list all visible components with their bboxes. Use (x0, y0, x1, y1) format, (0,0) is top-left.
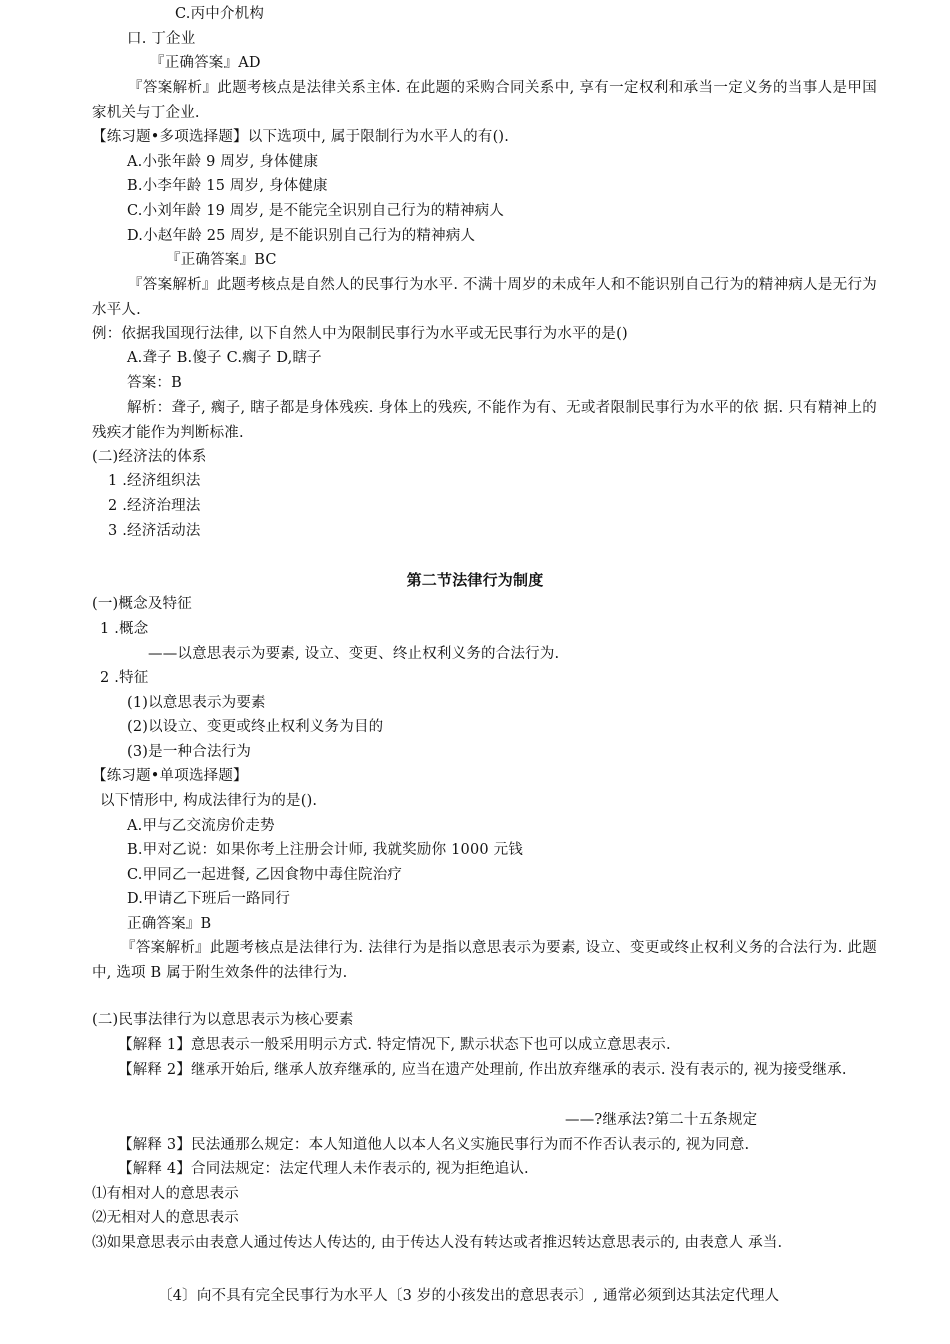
exercise-heading: 【练习题•多项选择题】以下选项中, 属于限制行为水平人的有(). (92, 129, 510, 145)
explanation-4: 【解释 4】合同法规定：法定代理人未作表示的, 视为拒绝追认. (118, 1161, 529, 1177)
option-c-line: C.丙中介机构 (175, 6, 265, 22)
list-item: (3)是一种合法行为 (127, 744, 252, 760)
option-a-line: A.小张年龄 9 周岁, 身体健康 (127, 154, 319, 170)
list-item-paragraph: ⑶如果意思表示由表意人通过传达人传达的, 由于传达人没有转达或者推迟转达意思表示的, 由表意人 承当. (92, 1235, 783, 1251)
citation-line: ——?继承法?第二十五条规定 (565, 1112, 758, 1128)
answer-explanation-paragraph: 『答案解析』此题考核点是法律关系主体. 在此题的采购合同关系中, 享有一定权利和承当一定义务的当事人是甲国家机关与丁企业. (92, 80, 877, 121)
list-item: 3 .经济活动法 (108, 523, 201, 539)
option-b-line: B.小李年龄 15 周岁, 身体健康 (127, 178, 328, 194)
list-item: 〔4〕向不具有完全民事行为水平人〔3 岁的小孩发出的意思表示〕, 通常必须到达其法定代理人 (158, 1288, 780, 1304)
exercise-question: 以下情形中, 构成法律行为的是(). (100, 793, 318, 809)
correct-answer-line: 正确答案』B (127, 916, 212, 932)
option-b-line: B.甲对乙说：如果你考上注册会计师, 我就奖励你 1000 元钱 (127, 842, 524, 858)
chapter-title: 第二节法律行为制度 (406, 571, 544, 589)
correct-answer-line: 『正确答案』AD (150, 55, 261, 71)
exercise-heading: 【练习题•单项选择题】 (92, 768, 248, 784)
answer-explanation-paragraph: 『答案解析』此题考核点是法律行为. 法律行为是指以意思表示为要素, 设立、变更或终止权利义务的合法行为. 此题中, 选项 B 属于附生效条件的法律行为. (92, 940, 877, 981)
option-d-line: 口. 丁企业 (127, 31, 196, 47)
section-heading: (二)民事法律行为以意思表示为核心要素 (92, 1012, 354, 1028)
subsection-heading: 1 .概念 (100, 621, 149, 637)
explanation-3: 【解释 3】民法通那么规定：本人知道他人以本人名义实施民事行为而不作否认表示的, 视为同意. (118, 1137, 750, 1153)
option-d-line: D.甲请乙下班后一路同行 (127, 891, 291, 907)
example-question: 例：依据我国现行法律, 以下自然人中为限制民事行为水平或无民事行为水平的是() (92, 326, 628, 342)
option-c-line: C.小刘年龄 19 周岁, 是不能完全识别自己行为的精神病人 (127, 203, 505, 219)
list-item: ⑴有相对人的意思表示 (92, 1186, 239, 1202)
list-item: (2)以设立、变更或终止权利义务为目的 (127, 719, 384, 735)
subsection-heading: 2 .特征 (100, 670, 149, 686)
answer-explanation-paragraph: 『答案解析』此题考核点是自然人的民事行为水平. 不满十周岁的未成年人和不能识别自己行为的精神病人是无行为水平人. (92, 277, 877, 318)
definition-line: ——以意思表示为要素, 设立、变更、终止权利义务的合法行为. (148, 646, 560, 662)
list-item: ⑵无相对人的意思表示 (92, 1210, 239, 1226)
option-d-line: D.小赵年龄 25 周岁, 是不能识别自己行为的精神病人 (127, 228, 476, 244)
section-heading: (一)概念及特征 (92, 596, 192, 612)
explanation-1: 【解释 1】意思表示一般采用明示方式. 特定情况下, 默示状态下也可以成立意思表示. (118, 1037, 671, 1053)
section-heading: (二)经济法的体系 (92, 449, 207, 465)
list-item: 1 .经济组织法 (108, 473, 201, 489)
option-c-line: C.甲同乙一起进餐, 乙因食物中毒住院治疗 (127, 867, 403, 883)
explanation-2-paragraph: 【解释 2】继承开始后, 继承人放弃继承的, 应当在遗产处理前, 作出放弃继承的表示. 没有表示的, 视为接受继承. (118, 1062, 847, 1078)
option-a-line: A.甲与乙交流房价走势 (127, 818, 275, 834)
list-item: 2 .经济治理法 (108, 498, 201, 514)
example-options: A.聋子 B.傻子 C.瘸子 D,瞎子 (127, 350, 322, 366)
list-item: (1)以意思表示为要素 (127, 695, 266, 711)
correct-answer-line: 『正确答案』BC (166, 252, 277, 268)
example-answer: 答案：B (127, 375, 182, 391)
example-analysis-paragraph: 解析：聋子, 瘸子, 瞎子都是身体残疾. 身体上的残疾, 不能作为有、无或者限制民事行为水平的依 据. 只有精神上的残疾才能作为判断标准. (92, 400, 877, 441)
